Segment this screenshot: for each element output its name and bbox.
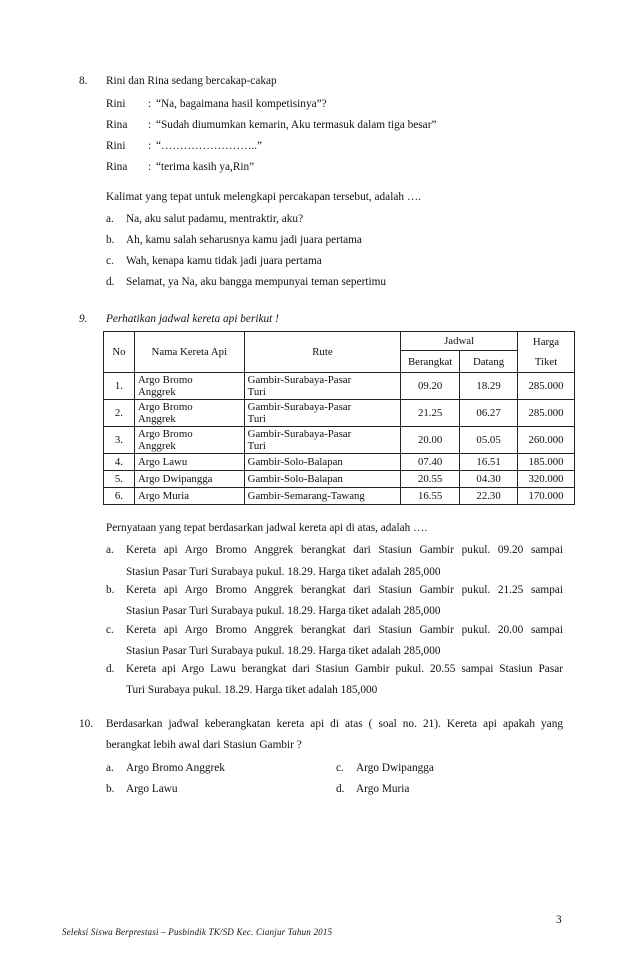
cell-route: Gambir-Solo-Balapan [244, 471, 401, 488]
cell-arrive: 16.51 [460, 454, 518, 471]
cell-price: 260.000 [518, 427, 575, 454]
cell-price: 170.000 [518, 488, 575, 505]
cell-arrive: 22.30 [460, 488, 518, 505]
cell-route-line: Turi [247, 386, 266, 398]
cell-route: Gambir-Solo-Balapan [244, 454, 401, 471]
table-header-row [104, 332, 575, 351]
option-key: a. [106, 762, 114, 774]
header-depart: Berangkat [401, 351, 460, 373]
cell-price: 320.000 [518, 471, 575, 488]
cell-route-line: Gambir-Surabaya-Pasar [247, 401, 352, 413]
question-intro: Rini dan Rina sedang bercakap-cakap [106, 75, 277, 87]
option-key: d. [106, 663, 115, 675]
header-price [518, 332, 575, 373]
cell-arrive: 04.30 [460, 471, 518, 488]
option-line: Kereta api Argo Bromo Anggrek berangkat dari Stasiun Gambir pukul. 21.25 sampai [126, 584, 563, 596]
table-row [104, 427, 575, 454]
option-key: c. [106, 255, 114, 267]
question-number: 9. [79, 313, 88, 325]
cell-route [244, 373, 401, 400]
cell-name: Argo Muria [134, 488, 244, 505]
dialog-separator: : [148, 98, 152, 110]
header-route: Rute [244, 332, 401, 373]
dialog-separator: : [148, 161, 152, 173]
cell-no: 1. [104, 373, 135, 400]
table-row [104, 400, 575, 427]
header-arrive: Datang [460, 351, 518, 373]
dialog-speaker: Rina [106, 161, 128, 173]
cell-price: 285.000 [518, 373, 575, 400]
header-price-top: Harga [532, 336, 560, 348]
option-text: Na, aku salut padamu, mentraktir, aku? [126, 213, 304, 225]
option-text: Wah, kenapa kamu tidak jadi juara pertama [126, 255, 322, 267]
dialog-speaker: Rini [106, 98, 126, 110]
dialog-separator: : [148, 140, 152, 152]
cell-depart: 07.40 [401, 454, 460, 471]
question-text: Kalimat yang tepat untuk melengkapi percakapan tersebut, adalah …. [106, 191, 421, 203]
cell-no: 5. [104, 471, 135, 488]
option-line: Kereta api Argo Bromo Anggrek berangkat dari Stasiun Gambir pukul. 09.20 sampai [126, 544, 563, 556]
cell-price: 185.000 [518, 454, 575, 471]
option-line: Kereta api Argo Lawu berangkat dari Stasiun Gambir pukul. 20.55 sampai Stasiun Pasar [126, 663, 563, 675]
cell-name-line: Argo Bromo [137, 401, 193, 413]
cell-route [244, 427, 401, 454]
cell-name: Argo Dwipangga [134, 471, 244, 488]
cell-name [134, 373, 244, 400]
option-key: a. [106, 544, 114, 556]
cell-name-line: Argo Bromo [137, 374, 193, 386]
option-key: b. [106, 783, 115, 795]
dialog-line: “Sudah diumumkan kemarin, Aku termasuk dalam tiga besar” [156, 119, 437, 131]
cell-arrive: 18.29 [460, 373, 518, 400]
option-line: Stasiun Pasar Turi Surabaya pukul. 18.29. Harga tiket adalah 285,000 [126, 605, 441, 617]
question-instruction: Perhatikan jadwal kereta api berikut ! [106, 313, 279, 325]
cell-depart: 20.00 [401, 427, 460, 454]
cell-no: 3. [104, 427, 135, 454]
cell-route-line: Gambir-Surabaya-Pasar [247, 374, 352, 386]
option-key: d. [336, 783, 345, 795]
cell-name [134, 427, 244, 454]
option-key: b. [106, 234, 115, 246]
option-text: Argo Bromo Anggrek [126, 762, 225, 774]
cell-name: Argo Lawu [134, 454, 244, 471]
question-number: 10. [79, 718, 94, 730]
option-text: Argo Dwipangga [356, 762, 434, 774]
cell-depart: 21.25 [401, 400, 460, 427]
dialog-speaker: Rini [106, 140, 126, 152]
dialog-line: “terima kasih ya,Rin” [156, 161, 255, 173]
train-schedule-table [103, 331, 575, 505]
header-no: No [104, 332, 135, 373]
question-text: Pernyataan yang tepat berdasarkan jadwal kereta api di atas, adalah …. [106, 522, 428, 534]
page-number: 3 [556, 914, 562, 926]
option-line: Stasiun Pasar Turi Surabaya pukul. 18.29. Harga tiket adalah 285,000 [126, 645, 441, 657]
cell-name-line: Anggrek [137, 440, 176, 452]
cell-name [134, 400, 244, 427]
cell-no: 4. [104, 454, 135, 471]
header-price-bottom: Tiket [534, 356, 558, 368]
cell-route-line: Turi [247, 440, 266, 452]
cell-name-line: Anggrek [137, 413, 176, 425]
option-key: c. [106, 624, 114, 636]
option-key: a. [106, 213, 114, 225]
cell-price: 285.000 [518, 400, 575, 427]
cell-route: Gambir-Semarang-Tawang [244, 488, 401, 505]
cell-name-line: Anggrek [137, 386, 176, 398]
dialog-line: “……………………..” [156, 140, 263, 152]
option-key: d. [106, 276, 115, 288]
cell-route [244, 400, 401, 427]
table-row [104, 454, 575, 471]
cell-no: 6. [104, 488, 135, 505]
dialog-separator: : [148, 119, 152, 131]
question-line: berangkat lebih awal dari Stasiun Gambir ? [106, 739, 302, 751]
cell-route-line: Gambir-Surabaya-Pasar [247, 428, 352, 440]
option-key: b. [106, 584, 115, 596]
header-name: Nama Kereta Api [134, 332, 244, 373]
cell-depart: 16.55 [401, 488, 460, 505]
footer-text: Seleksi Siswa Berprestasi – Pusbindik TK/SD Kec. Cianjur Tahun 2015 [62, 927, 333, 937]
option-text: Selamat, ya Na, aku bangga mempunyai teman sepertimu [126, 276, 387, 288]
cell-name-line: Argo Bromo [137, 428, 193, 440]
cell-no: 2. [104, 400, 135, 427]
table-row [104, 488, 575, 505]
dialog-speaker: Rina [106, 119, 128, 131]
option-line: Turi Surabaya pukul. 18.29. Harga tiket adalah 185,000 [126, 684, 378, 696]
cell-depart: 09.20 [401, 373, 460, 400]
cell-arrive: 05.05 [460, 427, 518, 454]
option-line: Kereta api Argo Bromo Anggrek berangkat dari Stasiun Gambir pukul. 20.00 sampai [126, 624, 563, 636]
question-line: Berdasarkan jadwal keberangkatan kereta api di atas ( soal no. 21). Kereta api apakah yang [106, 718, 563, 730]
cell-depart: 20.55 [401, 471, 460, 488]
option-key: c. [336, 762, 344, 774]
option-text: Argo Lawu [126, 783, 178, 795]
option-text: Ah, kamu salah seharusnya kamu jadi juara pertama [126, 234, 362, 246]
table-row [104, 471, 575, 488]
option-line: Stasiun Pasar Turi Surabaya pukul. 18.29. Harga tiket adalah 285,000 [126, 566, 441, 578]
option-text: Argo Muria [356, 783, 410, 795]
table-row [104, 373, 575, 400]
header-schedule: Jadwal [401, 332, 518, 351]
cell-arrive: 06.27 [460, 400, 518, 427]
cell-route-line: Turi [247, 413, 266, 425]
dialog-line: “Na, bagaimana hasil kompetisinya”? [156, 98, 327, 110]
question-number: 8. [79, 75, 88, 87]
